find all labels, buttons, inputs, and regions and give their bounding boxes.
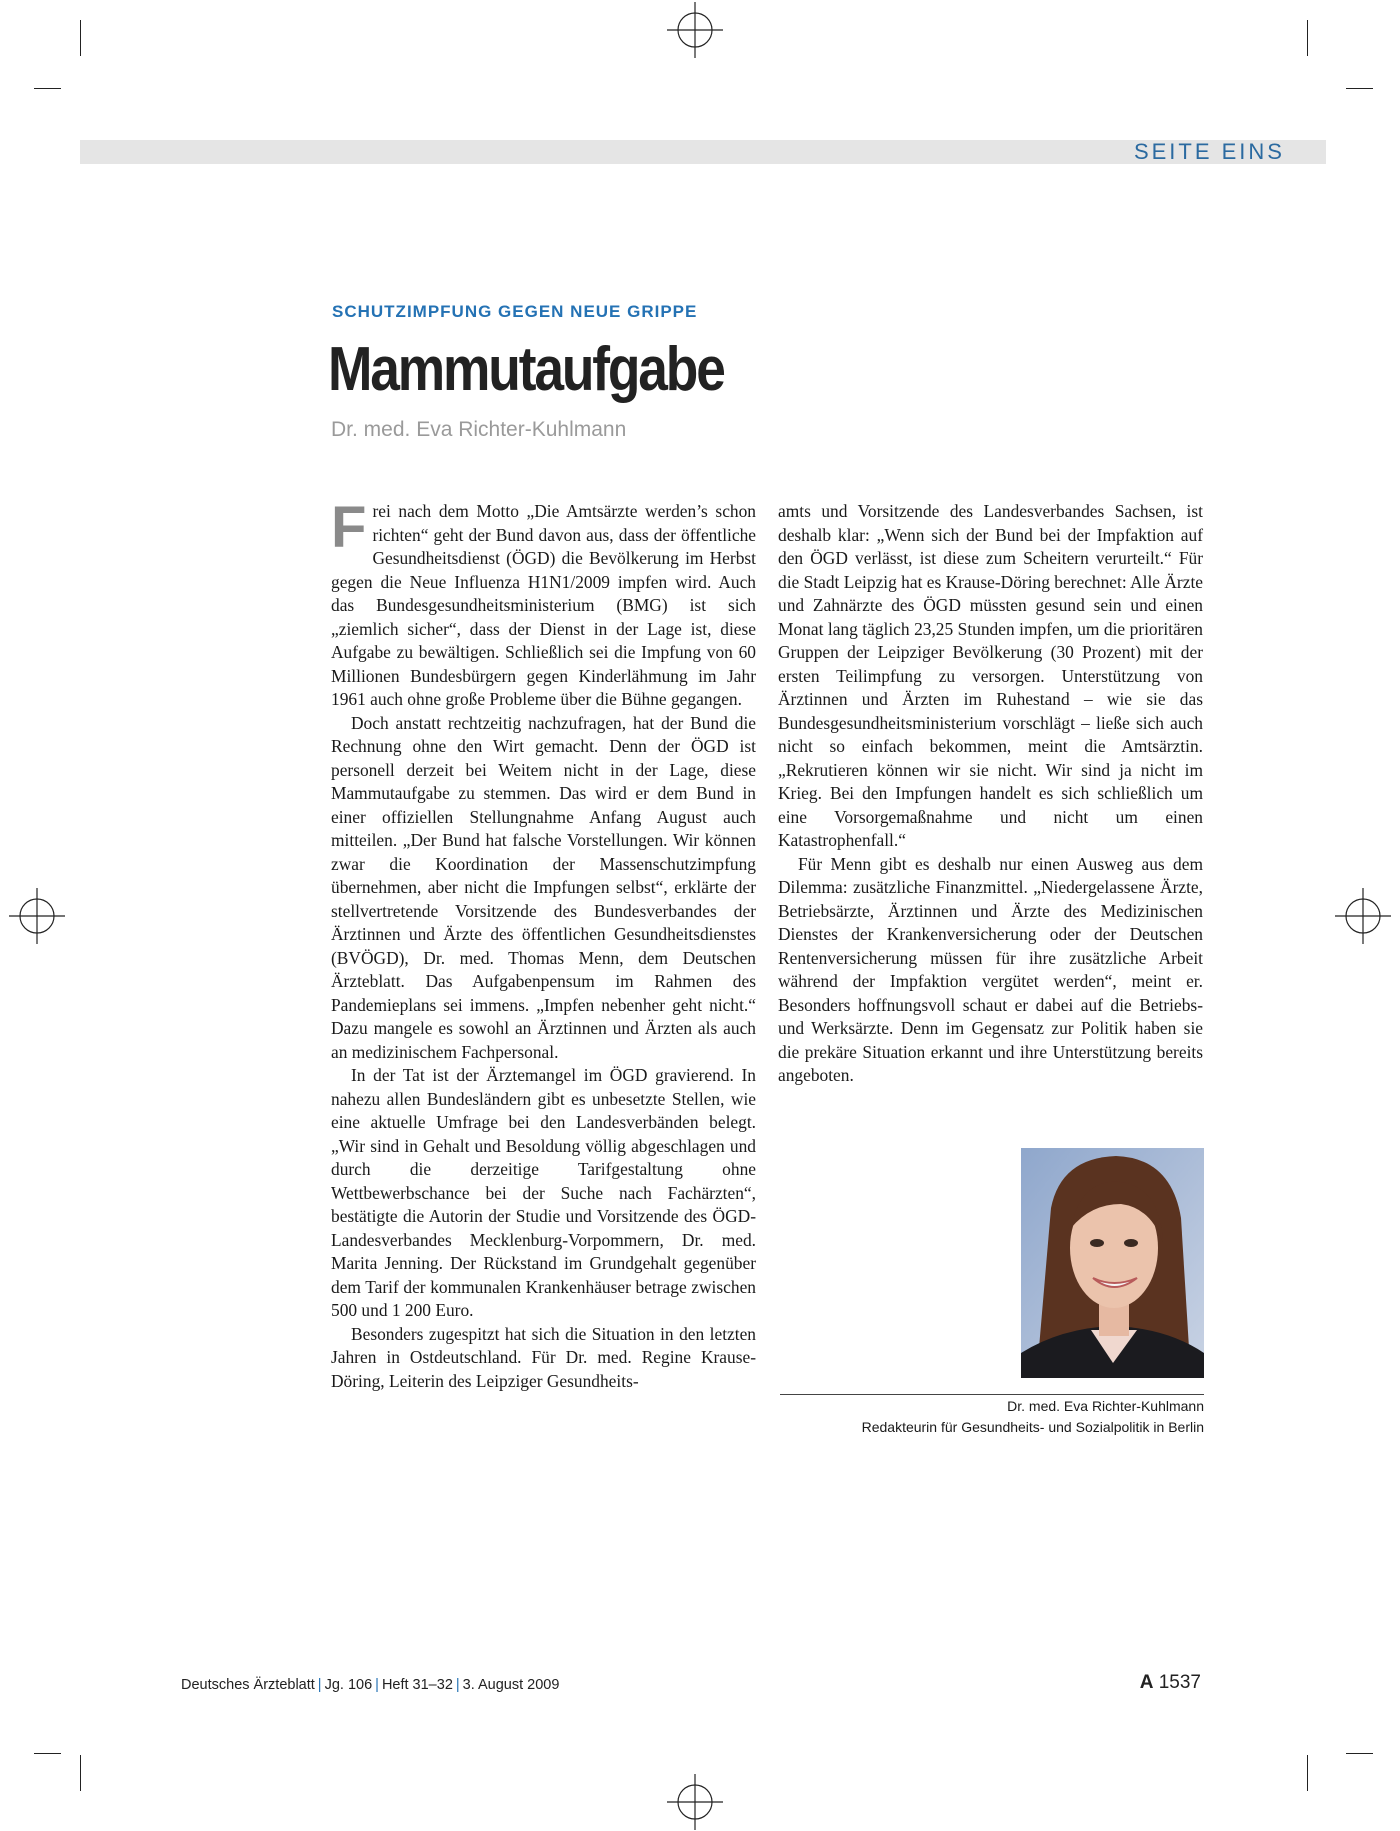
crop-mark <box>34 88 61 89</box>
footer-date: 3. August 2009 <box>462 1677 560 1693</box>
author-photo <box>1021 1148 1204 1378</box>
crop-mark <box>1346 1753 1373 1754</box>
page-number <box>1140 1672 1201 1694</box>
crop-mark <box>34 1753 61 1754</box>
crop-mark <box>1307 1755 1308 1791</box>
article-column-right <box>778 500 1203 1088</box>
crop-mark <box>80 1755 81 1791</box>
registration-mark-icon <box>667 1774 723 1830</box>
caption-name: Dr. med. Eva Richter-Kuhlmann <box>1007 1398 1204 1414</box>
page-number-value: 1537 <box>1158 1672 1201 1693</box>
footer-separator: | <box>317 1677 322 1693</box>
paragraph: Für Menn gibt es deshalb nur einen Ausweg aus dem Dilemma: zusätzliche Finanzmittel. „Niedergelassene Ärzte, Betriebsärzte, Ärztinnen und Ärzte des Medizinischen Dienstes der Krankenversicherung oder der Deutschen Rentenversicherung müssen für ihre zusätzliche Arbeit während der Impfaktion vergütet werden“, meint er. Besonders hoffnungsvoll schaut er dabei auf die Betriebs- und Werksärzte. Denn im Gegensatz zur Politik haben sie die prekäre Situation erkannt und ihre Unterstützung bereits angeboten. <box>778 853 1203 1085</box>
caption-rule <box>780 1394 1204 1395</box>
crop-mark <box>1307 20 1308 56</box>
footer-journal: Deutsches Ärzteblatt <box>181 1677 315 1693</box>
registration-mark-icon <box>667 2 723 58</box>
article-kicker: SCHUTZIMPFUNG GEGEN NEUE GRIPPE <box>332 302 698 321</box>
drop-cap: F <box>331 495 367 560</box>
paragraph: amts und Vorsitzende des Landesverbandes Sachsen, ist deshalb klar: „Wenn sich der Bund bei der Impfaktion auf den ÖGD verlässt, ist diese zum Scheitern verurteilt.“ Für die Stadt Leipzig hat es Krause-Döring berechnet: Alle Ärzte und Zahnärzte des ÖGD müssten gesund sein und einen Monat lang täglich 23,25 Stunden impfen, um die prioritären Gruppen der Leipziger Bevölkerung (30 Prozent) mit der ersten Teilimpfung zu versorgen. Unterstützung von Ärztinnen und Ärzten im Ruhestand – wie sie das Bundesgesundheitsministerium vorschlägt – ließe sich auch nicht so einfach bekommen, meint die Amtsärztin. „Rekrutieren können wir sie nicht. Wir sind ja nicht im Krieg. Bei den Impfungen handelt es sich schließlich um eine Vorsorgemaßnahme und nicht um einen Katastrophenfall.“ <box>778 501 1203 850</box>
paragraph: In der Tat ist der Ärztemangel im ÖGD gravierend. In nahezu allen Bundesländern gibt es unbesetzte Stellen, wie eine aktuelle Umfrage bei den Landesverbänden belegt. „Wir sind in Gehalt und Besoldung völlig abgeschlagen und durch die derzeitige Tarifgestaltung ohne Wettbewerbschance bei der Suche nach Fachärzten“, bestätigte die Autorin der Studie und Vorsitzende des ÖGD-Landesverbandes Mecklenburg-Vorpommern, Dr. med. Marita Jenning. Der Rückstand im Grundgehalt gegenüber dem Tarif der kommunalen Krankenhäuser betrage zwischen 500 und 1 200 Euro. <box>331 1065 756 1320</box>
crop-mark <box>1346 88 1373 89</box>
footer-separator: | <box>375 1677 379 1693</box>
article-author: Dr. med. Eva Richter-Kuhlmann <box>331 418 627 441</box>
paragraph: Besonders zugespitzt hat sich die Situation in den letzten Jahren in Ostdeutschland. Für Dr. med. Regine Krause-Döring, Leiterin des Leipziger Gesundheits- <box>331 1323 756 1391</box>
crop-mark <box>80 20 81 56</box>
registration-mark-icon <box>9 888 65 944</box>
section-label: SEITE EINS <box>1133 139 1285 164</box>
article-title: Mammutaufgabe <box>328 335 724 404</box>
page-footer <box>181 1677 559 1693</box>
page-prefix: A <box>1139 1672 1154 1693</box>
article-column-left <box>331 495 756 1393</box>
paragraph: Doch anstatt rechtzeitig nachzufragen, hat der Bund die Rechnung ohne den Wirt gemacht. Denn der ÖGD ist personell derzeit bei Weitem nicht in der Lage, diese Mammutaufgabe zu stemmen. Das wird er dem Bund in einer offiziellen Stellungnahme Anfang August auch mitteilen. „Der Bund hat falsche Vorstellungen. Wir können zwar die Koordination der Massenschutzimpfung übernehmen, aber nicht die Impfungen selbst“, erklärte der stellvertretende Vorsitzende des Bundesverbandes der Ärztinnen und Ärzte des öffentlichen Gesundheitsdienstes (BVÖGD), Dr. med. Thomas Menn, dem Deutschen Ärzteblatt. Das Aufgabenpensum im Rahmen des Pandemieplans sei immens. „Impfen nebenher geht nicht.“ Dazu mangele es sowohl an Ärztinnen und Ärzten als auch an medizinischem Fachpersonal. <box>331 712 756 1062</box>
footer-separator: | <box>455 1677 460 1693</box>
paragraph: Frei nach dem Motto „Die Amtsärzte werden’s schon richten“ geht der Bund davon aus, dass der öffentliche Gesundheitsdienst (ÖGD) die Bevölkerung im Herbst gegen die Neue Influenza H1N1/2009 impfen wird. Auch das Bundesgesundheitsministerium (BMG) ist sich „ziemlich sicher“, dass der Dienst in der Lage ist, diese Aufgabe zu bewältigen. Schließlich sei die Impfung von 60 Millionen Bundesbürgern gegen Kinderlähmung im Jahr 1961 auch ohne große Probleme über die Bühne gegangen. <box>331 495 756 709</box>
caption-role: Redakteurin für Gesundheits- und Sozialpolitik in Berlin <box>861 1419 1204 1435</box>
photo-caption <box>862 1396 1204 1438</box>
footer-issue: Heft 31–32 <box>381 1677 453 1693</box>
footer-volume: Jg. 106 <box>324 1677 373 1693</box>
registration-mark-icon <box>1335 888 1391 944</box>
